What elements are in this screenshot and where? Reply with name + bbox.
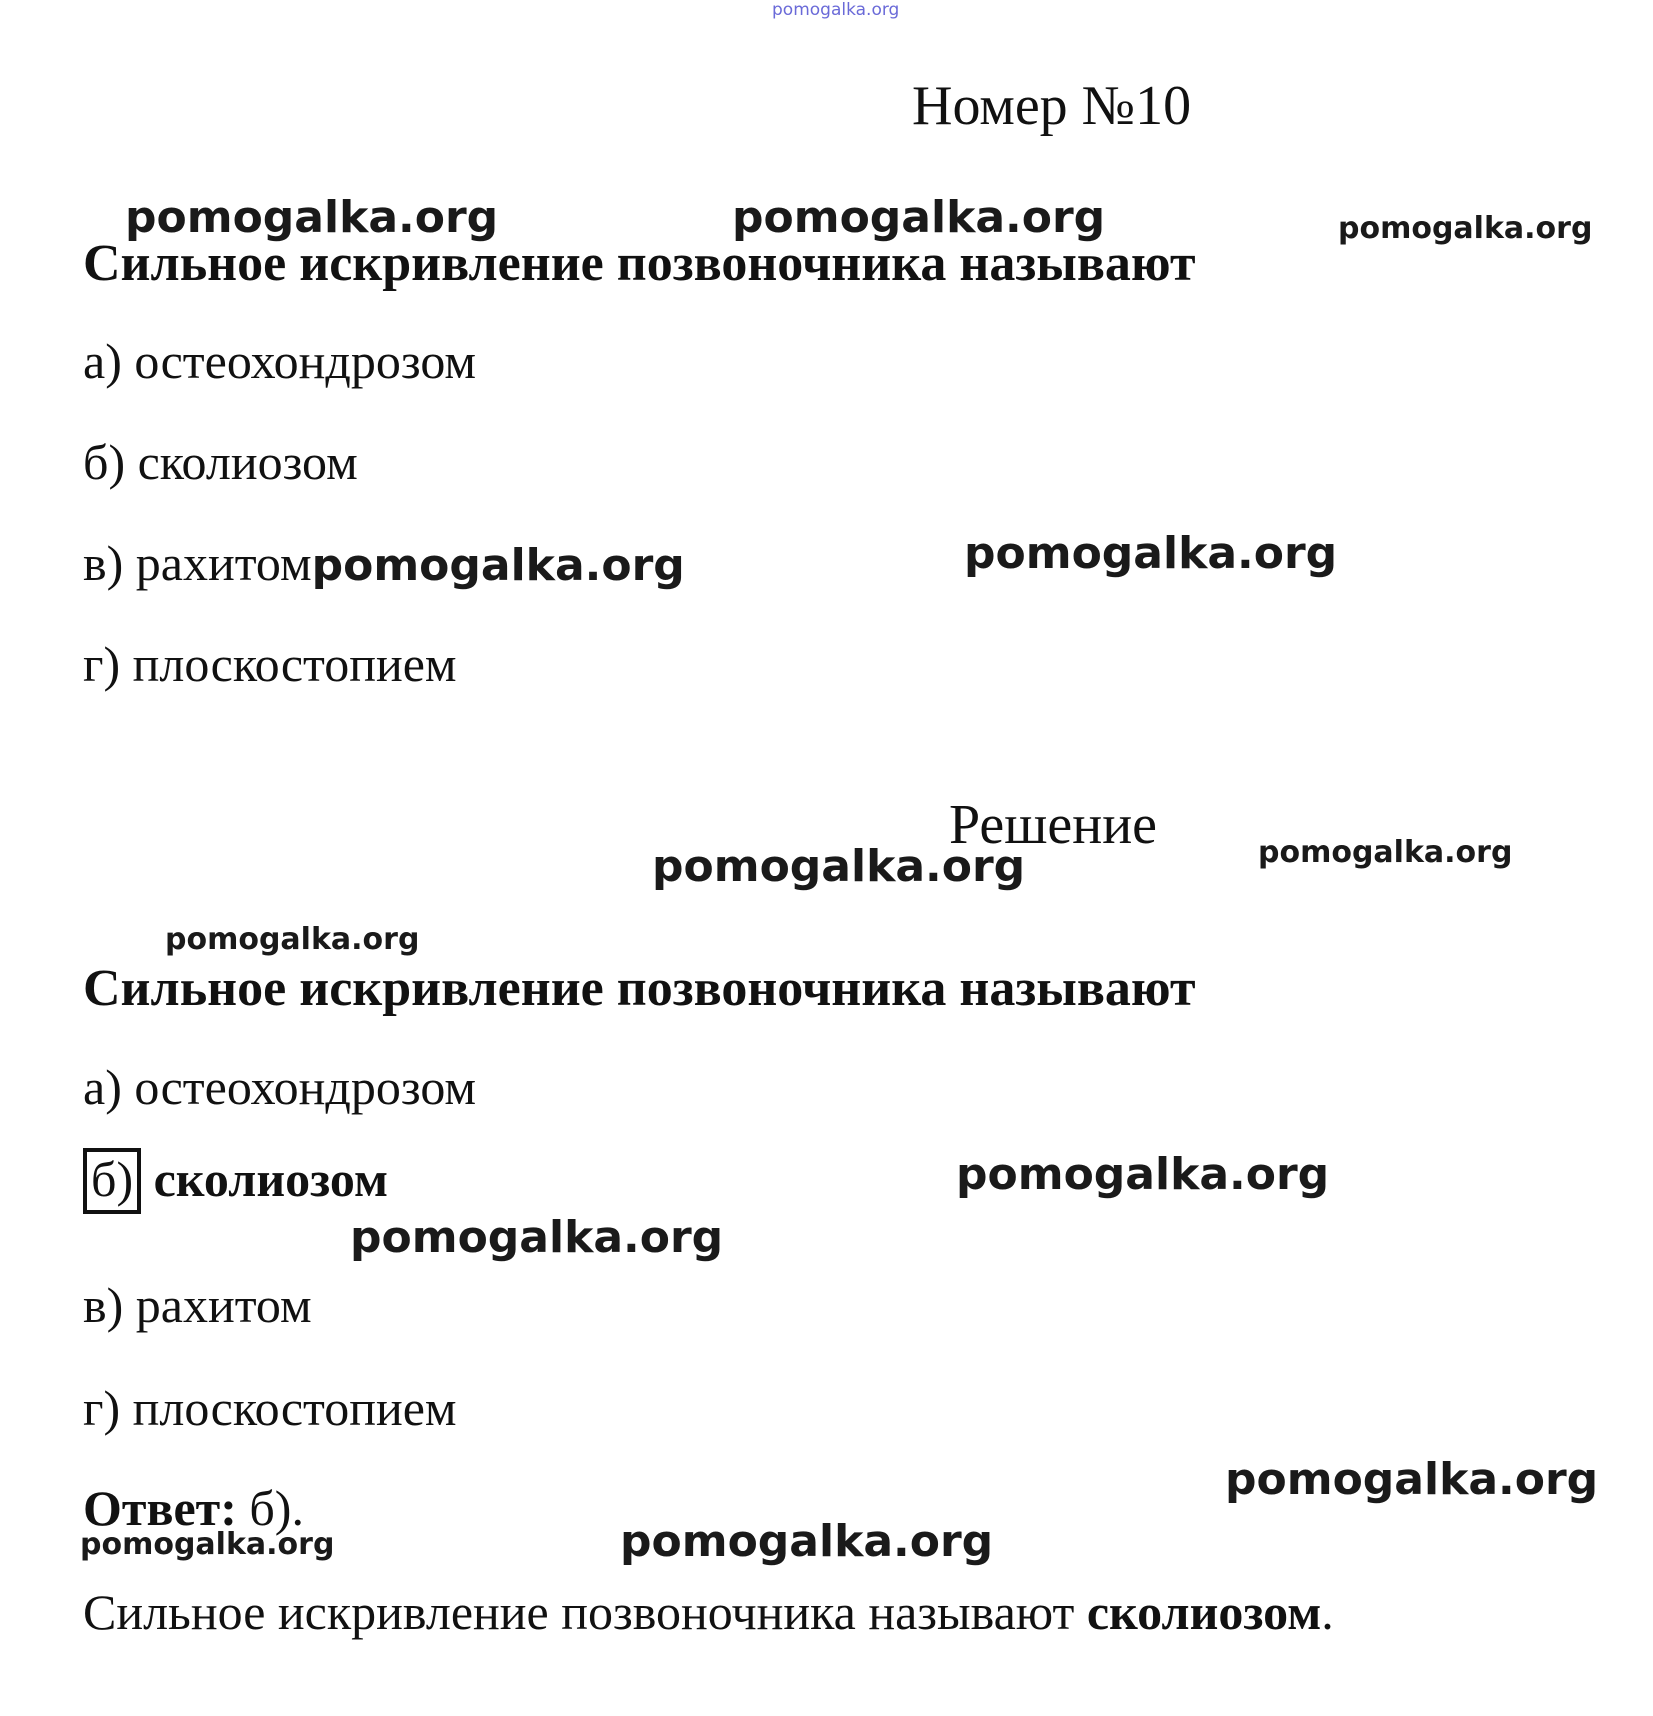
watermark: pomogalka.org [732, 192, 1106, 243]
option-b [83, 434, 358, 490]
watermark: pomogalka.org [350, 1212, 724, 1263]
solution-heading: Решение [949, 794, 1158, 856]
watermark: pomogalka.org [620, 1516, 994, 1567]
option-v-solution [83, 1277, 312, 1333]
option-text: остеохондрозом [134, 1059, 477, 1115]
watermark: pomogalka.org [652, 841, 1026, 892]
option-text: рахитом [135, 535, 312, 591]
watermark-top: pomogalka.org [772, 0, 900, 20]
question-text: Сильное искривление позвоночника называют [83, 235, 1196, 292]
option-text: рахитом [135, 1277, 312, 1333]
watermark: pomogalka.org [165, 922, 420, 957]
watermark: pomogalka.org [125, 192, 499, 243]
option-letter: г) [83, 636, 121, 692]
option-letter: г) [83, 1380, 121, 1436]
watermark: pomogalka.org [311, 540, 685, 591]
option-text: сколиозом [137, 434, 358, 490]
selected-letter-box: б) [83, 1148, 141, 1214]
option-v [83, 535, 685, 591]
option-a-solution [83, 1059, 477, 1115]
option-letter: в) [83, 1277, 124, 1333]
question-text-solution: Сильное искривление позвоночника называют [83, 960, 1196, 1017]
watermark: pomogalka.org [1338, 211, 1593, 246]
option-text: остеохондрозом [134, 333, 477, 389]
watermark: pomogalka.org [80, 1527, 335, 1562]
option-g [83, 636, 457, 692]
option-text: плоскостопием [132, 636, 457, 692]
option-text: плоскостопием [132, 1380, 457, 1436]
option-text-selected: сколиозом [153, 1151, 389, 1207]
watermark: pomogalka.org [956, 1149, 1330, 1200]
option-letter: б) [83, 434, 126, 490]
conclusion-text: Сильное искривление позвоночника называют [83, 1584, 1075, 1640]
conclusion-line [83, 1584, 1334, 1640]
option-a [83, 333, 477, 389]
option-letter: а) [83, 1059, 122, 1115]
watermark: pomogalka.org [1258, 835, 1513, 870]
watermark: pomogalka.org [1225, 1454, 1599, 1505]
answer-line [83, 1480, 304, 1536]
answer-value: б). [249, 1480, 304, 1536]
conclusion-end: . [1321, 1584, 1334, 1640]
watermark: pomogalka.org [964, 528, 1338, 579]
option-letter: в) [83, 535, 124, 591]
conclusion-bold: сколиозом [1086, 1584, 1322, 1640]
page-title: Номер №10 [912, 75, 1192, 137]
answer-label: Ответ: [83, 1480, 237, 1536]
option-g-solution [83, 1380, 457, 1436]
option-letter: а) [83, 333, 122, 389]
option-b-solution-selected [83, 1148, 388, 1214]
